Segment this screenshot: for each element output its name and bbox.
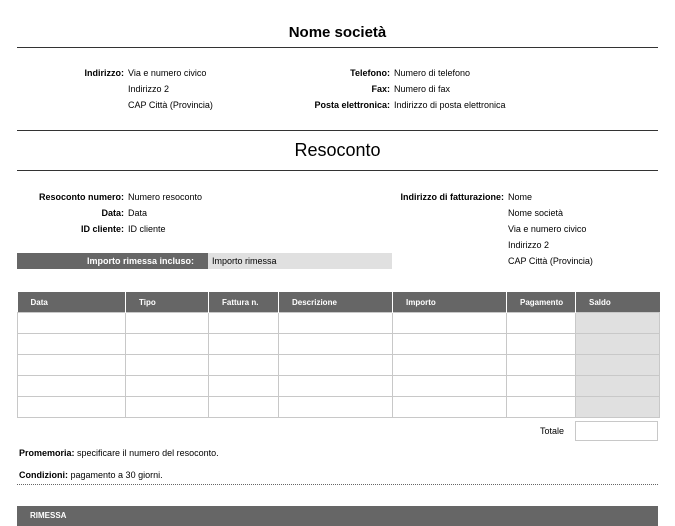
table-header-row: [18, 292, 660, 313]
table-row: [18, 397, 660, 418]
phone-value: Numero di telefono: [394, 68, 471, 78]
table-cell[interactable]: [393, 334, 507, 355]
remittance-amount-field[interactable]: Importo rimessa: [208, 253, 392, 269]
table-cell[interactable]: [393, 376, 507, 397]
table-cell[interactable]: [507, 397, 576, 418]
table-cell-balance[interactable]: [576, 334, 660, 355]
table-cell-balance[interactable]: [576, 355, 660, 376]
table-cell[interactable]: [507, 376, 576, 397]
table-cell[interactable]: [279, 397, 393, 418]
address-line-1: Via e numero civico: [128, 68, 207, 78]
client-id-value: ID cliente: [128, 224, 166, 234]
column-header-amount: Importo: [393, 292, 507, 313]
table-row: [18, 334, 660, 355]
client-id-label: ID cliente:: [80, 224, 124, 234]
address-label: Indirizzo:: [84, 68, 124, 78]
table-cell[interactable]: [18, 355, 126, 376]
table-cell[interactable]: [507, 334, 576, 355]
table-cell[interactable]: [209, 376, 279, 397]
remittance-amount-label: Importo rimessa incluso:: [17, 253, 208, 269]
table-cell[interactable]: [393, 313, 507, 334]
billing-line-2: Nome società: [508, 208, 564, 218]
divider: [17, 170, 658, 171]
address-line-2: Indirizzo 2: [128, 84, 170, 94]
table-cell[interactable]: [209, 397, 279, 418]
column-header-type: Tipo: [126, 292, 209, 313]
statement-number-label: Resoconto numero:: [38, 192, 124, 202]
table-cell[interactable]: [209, 334, 279, 355]
billing-line-3: Via e numero civico: [508, 224, 587, 234]
divider: [17, 47, 658, 48]
table-cell[interactable]: [279, 355, 393, 376]
conditions-text: pagamento a 30 giorni.: [70, 470, 163, 480]
divider: [17, 130, 658, 131]
billing-line-4: Indirizzo 2: [508, 240, 550, 250]
column-header-balance: Saldo: [576, 292, 660, 313]
table-row: [18, 355, 660, 376]
date-label: Data:: [101, 208, 124, 218]
reminder-note: [19, 448, 219, 458]
table-cell-balance[interactable]: [576, 376, 660, 397]
billing-line-5: CAP Città (Provincia): [508, 256, 593, 266]
table-cell[interactable]: [393, 397, 507, 418]
remittance-section-header: RIMESSA: [17, 506, 658, 526]
table-cell[interactable]: [18, 376, 126, 397]
table-cell[interactable]: [507, 313, 576, 334]
address-line-3: CAP Città (Provincia): [128, 100, 213, 110]
conditions-note: [19, 470, 163, 480]
table-cell[interactable]: [279, 376, 393, 397]
phone-label: Telefono:: [350, 68, 390, 78]
statement-table: [17, 292, 660, 418]
table-cell[interactable]: [393, 355, 507, 376]
total-label: Totale: [540, 426, 565, 436]
table-cell[interactable]: [126, 355, 209, 376]
remittance-amount-bar: [17, 253, 392, 269]
table-cell-balance[interactable]: [576, 313, 660, 334]
table-cell[interactable]: [279, 334, 393, 355]
table-cell[interactable]: [279, 313, 393, 334]
table-cell[interactable]: [209, 355, 279, 376]
table-cell[interactable]: [18, 397, 126, 418]
cut-line: [17, 484, 658, 485]
fax-value: Numero di fax: [394, 84, 451, 94]
table-cell[interactable]: [18, 334, 126, 355]
table-cell[interactable]: [126, 376, 209, 397]
email-value: Indirizzo di posta elettronica: [394, 100, 506, 110]
reminder-label: Promemoria:: [19, 448, 75, 458]
column-header-date: Data: [18, 292, 126, 313]
table-cell[interactable]: [126, 334, 209, 355]
reminder-text: specificare il numero del resoconto.: [77, 448, 219, 458]
table-row: [18, 376, 660, 397]
table-row: [18, 313, 660, 334]
column-header-payment: Pagamento: [507, 292, 576, 313]
conditions-label: Condizioni:: [19, 470, 68, 480]
page-title: Resoconto: [294, 140, 381, 160]
table-cell-balance[interactable]: [576, 397, 660, 418]
table-cell[interactable]: [507, 355, 576, 376]
column-header-description: Descrizione: [279, 292, 393, 313]
email-label: Posta elettronica:: [314, 100, 390, 110]
fax-label: Fax:: [371, 84, 390, 94]
statement-number-value: Numero resoconto: [128, 192, 203, 202]
table-cell[interactable]: [126, 397, 209, 418]
table-cell[interactable]: [126, 313, 209, 334]
date-value: Data: [128, 208, 148, 218]
billing-line-1: Nome: [508, 192, 533, 202]
company-name: Nome società: [288, 24, 387, 41]
table-cell[interactable]: [18, 313, 126, 334]
billing-address-label: Indirizzo di fatturazione:: [400, 192, 504, 202]
column-header-invoice: Fattura n.: [209, 292, 279, 313]
total-field[interactable]: [575, 421, 658, 441]
table-cell[interactable]: [209, 313, 279, 334]
